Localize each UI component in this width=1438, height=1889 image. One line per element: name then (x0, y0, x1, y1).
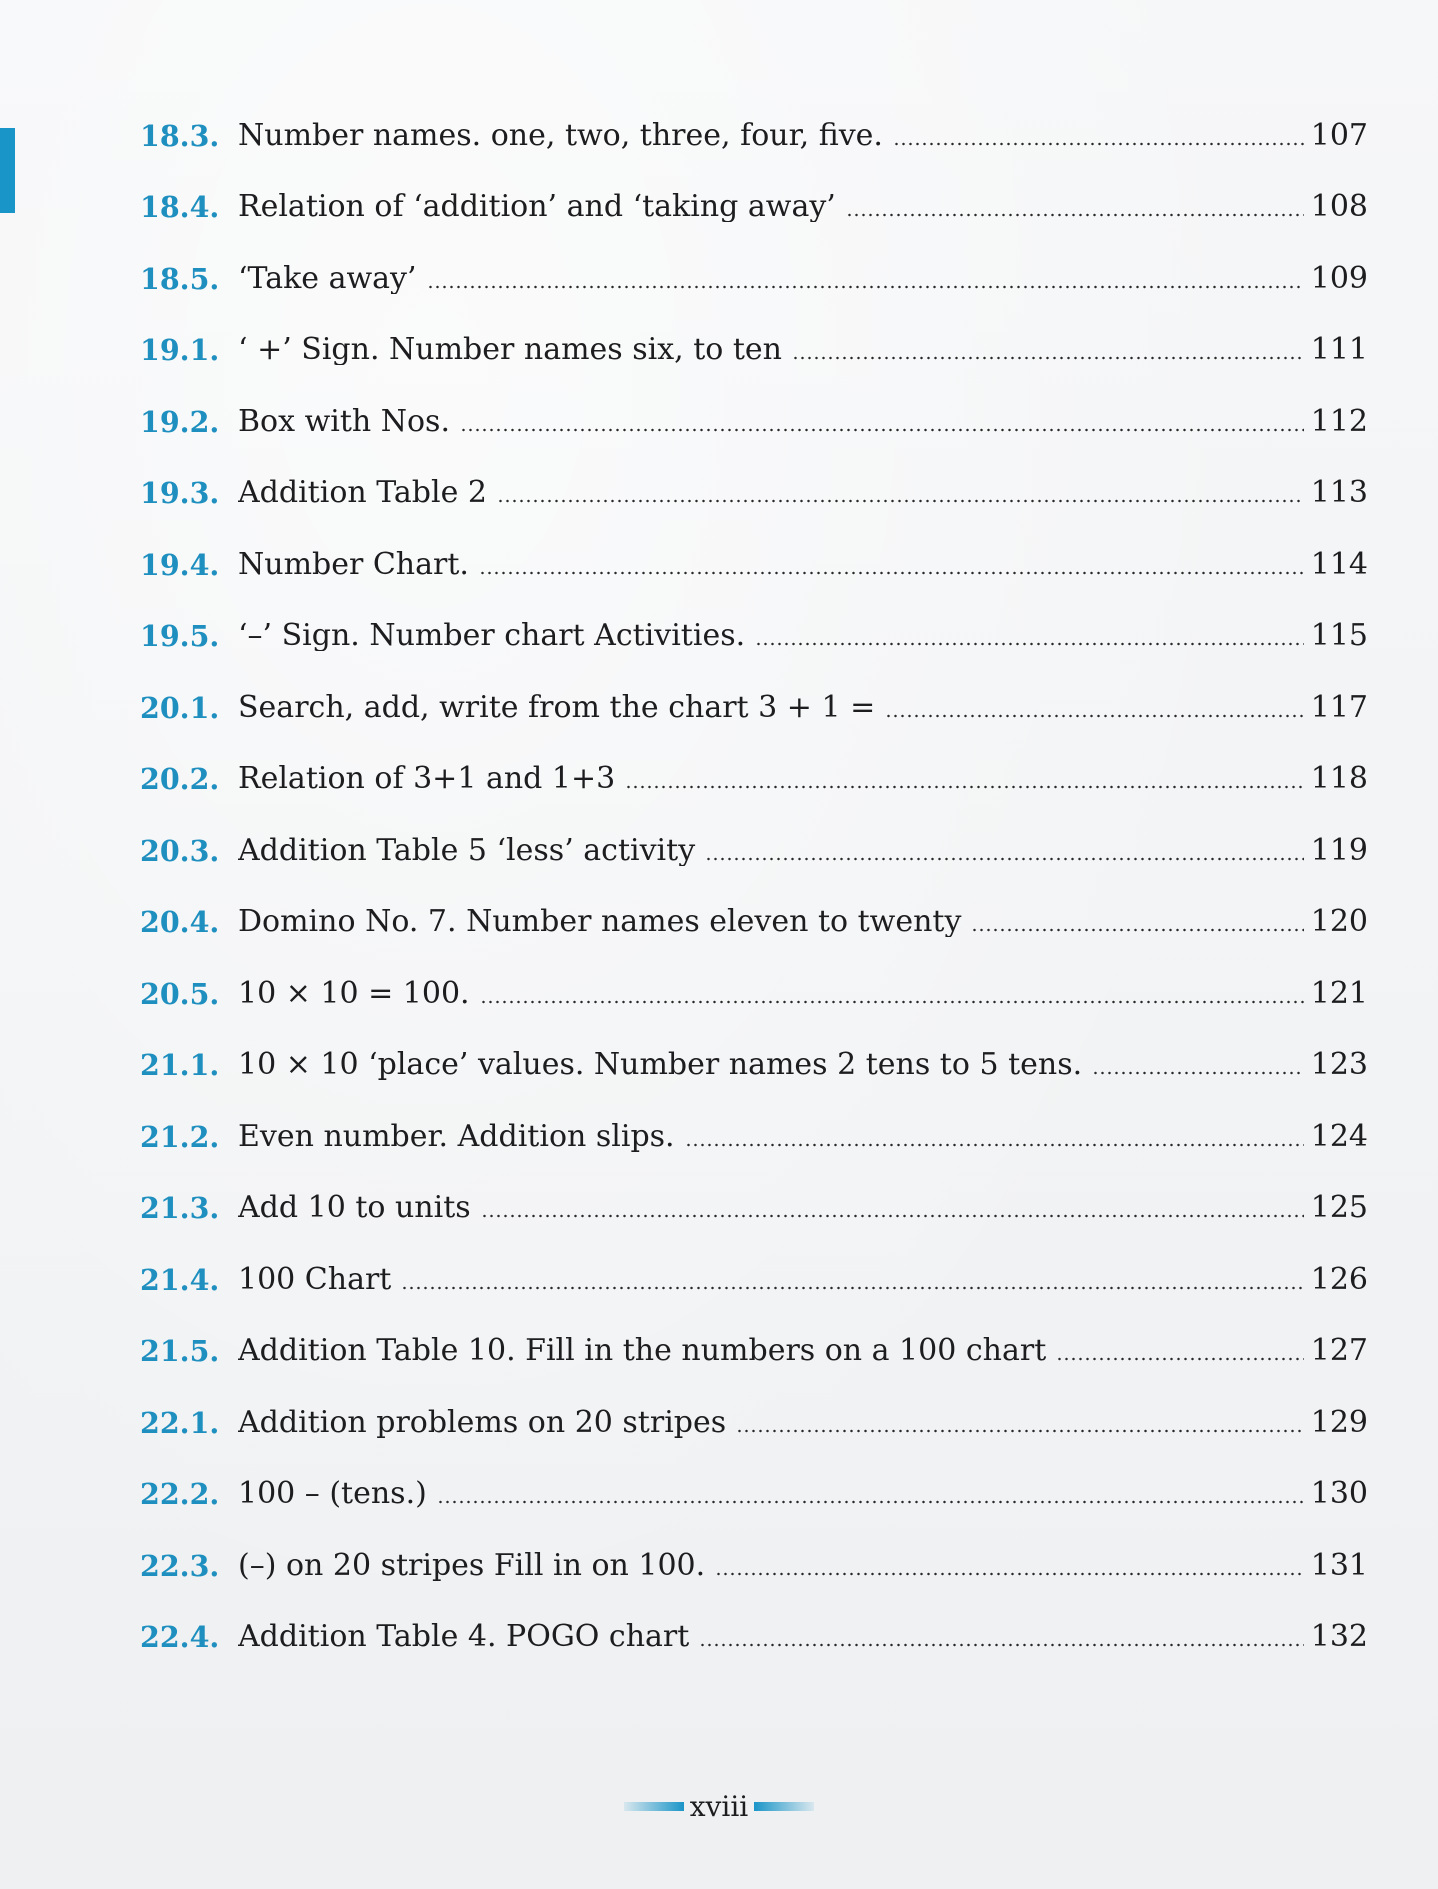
toc-entry-number: 22.2. (140, 1477, 220, 1511)
dot-leader (625, 784, 1304, 790)
toc-entry-number: 20.2. (140, 762, 220, 796)
dot-leader (736, 1428, 1304, 1434)
toc-entry (140, 887, 1368, 959)
table-of-contents (140, 100, 1368, 1673)
dot-leader (705, 856, 1304, 862)
toc-entry-title: Relation of 3+1 and 1+3 (238, 764, 616, 795)
toc-entry-page: 114 (1310, 546, 1368, 582)
page-number: xviii (689, 1789, 749, 1823)
toc-entry-title: Addition Table 4. POGO chart (238, 1622, 690, 1653)
toc-entry-number: 19.1. (140, 333, 220, 367)
toc-entry-title: ‘–’ Sign. Number chart Activities. (238, 621, 746, 652)
toc-entry-number: 20.5. (140, 976, 220, 1011)
toc-entry-page: 112 (1310, 403, 1368, 439)
toc-entry (140, 315, 1368, 387)
toc-entry-number: 19.4. (140, 547, 220, 582)
toc-entry-title: Number Chart. (238, 549, 469, 580)
toc-entry-page: 127 (1310, 1333, 1368, 1369)
dot-leader (885, 713, 1304, 719)
toc-entry-title: ‘ +’ Sign. Number names six, to ten (238, 335, 782, 366)
toc-entry-page: 108 (1310, 189, 1368, 225)
toc-entry (140, 958, 1368, 1030)
toc-entry-page: 107 (1310, 117, 1368, 153)
toc-entry-title: 100 Chart (238, 1264, 392, 1295)
dot-leader (685, 1142, 1304, 1148)
toc-entry-page: 129 (1310, 1404, 1368, 1440)
dot-leader (401, 1285, 1304, 1291)
toc-entry-title: Relation of ‘addition’ and ‘taking away’ (238, 192, 836, 223)
toc-entry-page: 117 (1310, 689, 1368, 725)
toc-entry-number: 20.1. (140, 690, 220, 725)
toc-entry (140, 672, 1368, 744)
toc-entry-page: 131 (1310, 1547, 1368, 1583)
toc-entry-page: 109 (1310, 260, 1368, 296)
dot-leader (497, 498, 1304, 504)
toc-entry-number: 21.3. (140, 1191, 220, 1225)
toc-entry-number: 19.5. (140, 619, 220, 653)
toc-entry (140, 1101, 1368, 1173)
dot-leader (479, 570, 1304, 576)
toc-entry (140, 1602, 1368, 1674)
toc-entry-title: Search, add, write from the chart 3 + 1 = (238, 692, 876, 723)
toc-entry-page: 120 (1310, 904, 1368, 940)
toc-entry-number: 22.4. (140, 1620, 220, 1654)
toc-entry-title: 100 – (tens.) (238, 1479, 427, 1510)
toc-entry-number: 21.1. (140, 1048, 220, 1082)
toc-entry (140, 243, 1368, 315)
toc-entry-number: 19.3. (140, 476, 220, 510)
footer-decoration-left (624, 1802, 684, 1811)
toc-entry-title: Addition Table 10. Fill in the numbers on a 100 chart (238, 1336, 1047, 1367)
dot-leader (755, 641, 1304, 647)
toc-entry-title: Number names. one, two, three, four, five. (238, 120, 883, 151)
toc-entry (140, 1530, 1368, 1602)
dot-leader (846, 212, 1304, 218)
dot-leader (971, 927, 1304, 933)
edge-color-tab (0, 128, 15, 213)
toc-entry (140, 1173, 1368, 1245)
toc-entry-page: 126 (1310, 1261, 1368, 1297)
toc-entry-number: 21.5. (140, 1334, 220, 1368)
toc-entry-number: 22.1. (140, 1405, 220, 1440)
toc-entry-number: 22.3. (140, 1548, 220, 1583)
toc-entry-number: 21.4. (140, 1262, 220, 1297)
toc-entry-title: Addition Table 2 (238, 478, 487, 509)
toc-entry-title: Addition problems on 20 stripes (238, 1407, 727, 1438)
toc-entry-title: 10 × 10 = 100. (238, 978, 470, 1009)
toc-entry-page: 125 (1310, 1190, 1368, 1226)
toc-entry-title: Add 10 to units (238, 1193, 471, 1224)
dot-leader (893, 141, 1304, 147)
toc-entry-number: 18.4. (140, 190, 220, 224)
dot-leader (460, 427, 1304, 433)
toc-entry-title: (–) on 20 stripes Fill in on 100. (238, 1550, 706, 1581)
toc-entry-number: 18.3. (140, 118, 220, 153)
toc-entry-page: 121 (1310, 975, 1368, 1011)
dot-leader (699, 1642, 1304, 1648)
toc-entry-title: 10 × 10 ‘place’ values. Number names 2 tens to 5 tens. (238, 1050, 1083, 1081)
toc-entry-page: 118 (1310, 761, 1368, 797)
dot-leader (715, 1571, 1304, 1577)
toc-entry (140, 172, 1368, 244)
toc-entry (140, 1459, 1368, 1531)
footer-decoration-right (754, 1802, 814, 1811)
toc-entry-number: 20.3. (140, 833, 220, 868)
toc-entry-page: 119 (1310, 832, 1368, 868)
toc-entry-title: Domino No. 7. Number names eleven to twenty (238, 907, 962, 938)
toc-entry (140, 1387, 1368, 1459)
dot-leader (481, 1213, 1304, 1219)
toc-entry (140, 601, 1368, 673)
toc-entry (140, 100, 1368, 172)
toc-entry-number: 18.5. (140, 261, 220, 296)
toc-entry-page: 124 (1310, 1118, 1368, 1154)
toc-entry-page: 123 (1310, 1047, 1368, 1083)
toc-entry (140, 1030, 1368, 1102)
toc-entry (140, 1316, 1368, 1388)
toc-entry-page: 115 (1310, 618, 1368, 654)
toc-entry-page: 113 (1310, 475, 1368, 511)
dot-leader (437, 1499, 1304, 1505)
toc-entry-title: Even number. Addition slips. (238, 1121, 675, 1152)
toc-entry-title: ‘Take away’ (238, 263, 417, 294)
toc-entry-title: Box with Nos. (238, 406, 450, 437)
dot-leader (480, 999, 1304, 1005)
toc-entry-number: 21.2. (140, 1119, 220, 1154)
toc-entry-title: Addition Table 5 ‘less’ activity (238, 835, 696, 866)
toc-entry-number: 19.2. (140, 404, 220, 439)
toc-entry-page: 111 (1310, 332, 1368, 368)
toc-entry (140, 1244, 1368, 1316)
toc-entry (140, 744, 1368, 816)
toc-entry-page: 130 (1310, 1476, 1368, 1512)
dot-leader (1092, 1070, 1304, 1076)
toc-entry (140, 815, 1368, 887)
dot-leader (427, 284, 1304, 290)
dot-leader (1056, 1356, 1304, 1362)
toc-entry-page: 132 (1310, 1619, 1368, 1655)
toc-entry-number: 20.4. (140, 905, 220, 939)
dot-leader (792, 355, 1304, 361)
page-footer (0, 1786, 1438, 1826)
toc-entry (140, 386, 1368, 458)
toc-entry (140, 458, 1368, 530)
toc-entry (140, 529, 1368, 601)
